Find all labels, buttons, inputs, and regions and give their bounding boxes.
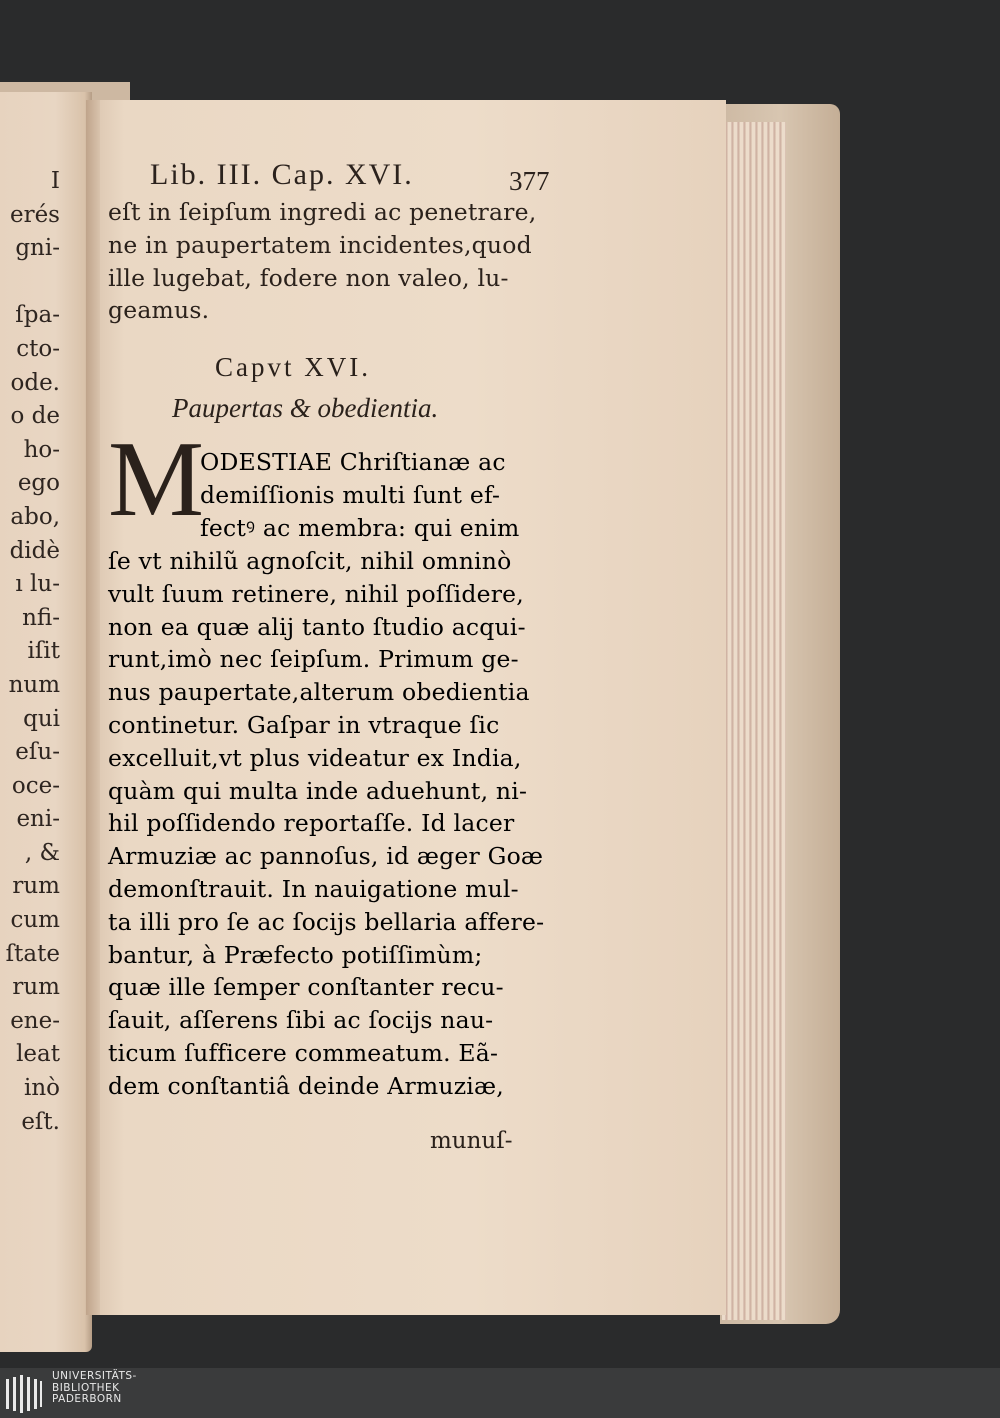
library-name-line: PADERBORN (52, 1393, 122, 1405)
left-fragment: ene- (10, 1007, 60, 1034)
left-fragment: eſu- (15, 739, 60, 766)
text-line: ne in paupertatem incidentes,quod (108, 230, 532, 259)
left-fragment: cum (10, 907, 60, 934)
drop-cap: M (108, 420, 205, 539)
page-number: 377 (509, 166, 550, 196)
left-fragment: erés (9, 201, 60, 228)
left-fragment: abo, (10, 503, 60, 530)
left-fragment: qui (23, 705, 60, 732)
text-line: vult ſuum retinere, nihil poſſidere, (108, 579, 524, 608)
text-line: demiſſionis multi ſunt ef- (200, 480, 501, 509)
page-gutter (86, 100, 100, 1315)
text-line: ticum ſufficere commeatum. Eã- (108, 1038, 499, 1067)
text-line: ſauit, aſſerens ſibi ac ſocijs nau- (108, 1006, 494, 1035)
left-fragment: oce- (11, 772, 60, 799)
left-fragment: num (8, 671, 60, 698)
text-line: nus paupertate,alterum obedientia (108, 678, 530, 707)
text-line: continetur. Gaſpar in vtraque ſic (108, 710, 500, 739)
first-paragraph (200, 446, 560, 544)
left-fragment: ho- (23, 436, 60, 463)
left-fragment: ego (17, 470, 60, 497)
library-name-line: UNIVERSITÄTS- (52, 1370, 137, 1382)
section-title: Paupertas & obedientia. (172, 393, 439, 423)
left-fragment: rum (12, 974, 60, 1001)
text-line: quàm qui multa inde aduehunt, ni- (108, 776, 528, 805)
text-line: hil poſſidendo reportaſſe. Id lacer (108, 809, 515, 838)
left-fragment: didè (9, 537, 60, 564)
left-fragment: ode. (10, 369, 60, 396)
chapter-heading: Capvt XVI. (215, 352, 371, 382)
left-page-text-column (0, 165, 60, 1139)
library-name (52, 1371, 252, 1406)
page-edges (722, 122, 786, 1320)
text-line: ta illi pro ſe ac ſocijs bellaria affere- (108, 907, 545, 936)
catchword: munuſ- (430, 1128, 513, 1154)
left-fragment (0, 266, 60, 300)
opening-text (108, 196, 558, 327)
left-fragment: eſt. (21, 1108, 60, 1135)
text-line: ſe vt nihilũ agnoſcit, nihil omninò (108, 547, 512, 575)
text-line: ille lugebat, fodere non valeo, lu- (108, 263, 509, 292)
text-line: quæ ille ſemper conſtanter recu- (108, 973, 504, 1002)
left-fragment: leat (16, 1041, 60, 1068)
text-line: runt,imò nec ſeipſum. Primum ge- (108, 645, 519, 674)
left-fragment: ı lu- (15, 571, 60, 598)
text-line: non ea quæ alij tanto ſtudio acqui- (108, 612, 526, 641)
body-text (108, 545, 568, 1103)
left-fragment: ſpa- (15, 302, 60, 329)
text-line: Armuziæ ac pannoſus, id æger Goæ (108, 842, 544, 871)
library-logo-icon (4, 1373, 44, 1415)
text-line: dem conſtantiâ deinde Armuziæ, (108, 1071, 504, 1100)
left-fragment: inò (23, 1075, 60, 1102)
library-name-line: BIBLIOTHEK (52, 1381, 120, 1394)
left-fragment: eni- (16, 806, 60, 833)
left-fragment: cto- (16, 335, 60, 362)
text-line: bantur, à Præfecto potiſſimùm; (108, 940, 483, 969)
left-fragment: gni- (15, 235, 60, 262)
text-line: eſt in ſeipſum ingredi ac penetrare, (108, 198, 537, 226)
text-line: excelluit,vt plus videatur ex India, (108, 743, 522, 772)
left-fragment: I (50, 168, 60, 194)
left-fragment: o de (10, 403, 60, 430)
left-fragment: rum (12, 873, 60, 900)
left-fragment: ſtate (5, 940, 60, 967)
left-fragment: , & (24, 839, 60, 866)
text-line: geamus. (108, 296, 210, 325)
left-fragment: nfi- (22, 604, 60, 631)
text-line: demonſtrauit. In nauigatione mul- (108, 874, 519, 903)
left-fragment: iſit (27, 638, 60, 665)
text-line: fectꝰ ac membra: qui enim (200, 513, 520, 542)
running-head: Lib. III. Cap. XVI. (150, 158, 414, 191)
text-line: ODESTIAE Chriſtianæ ac (200, 448, 506, 476)
